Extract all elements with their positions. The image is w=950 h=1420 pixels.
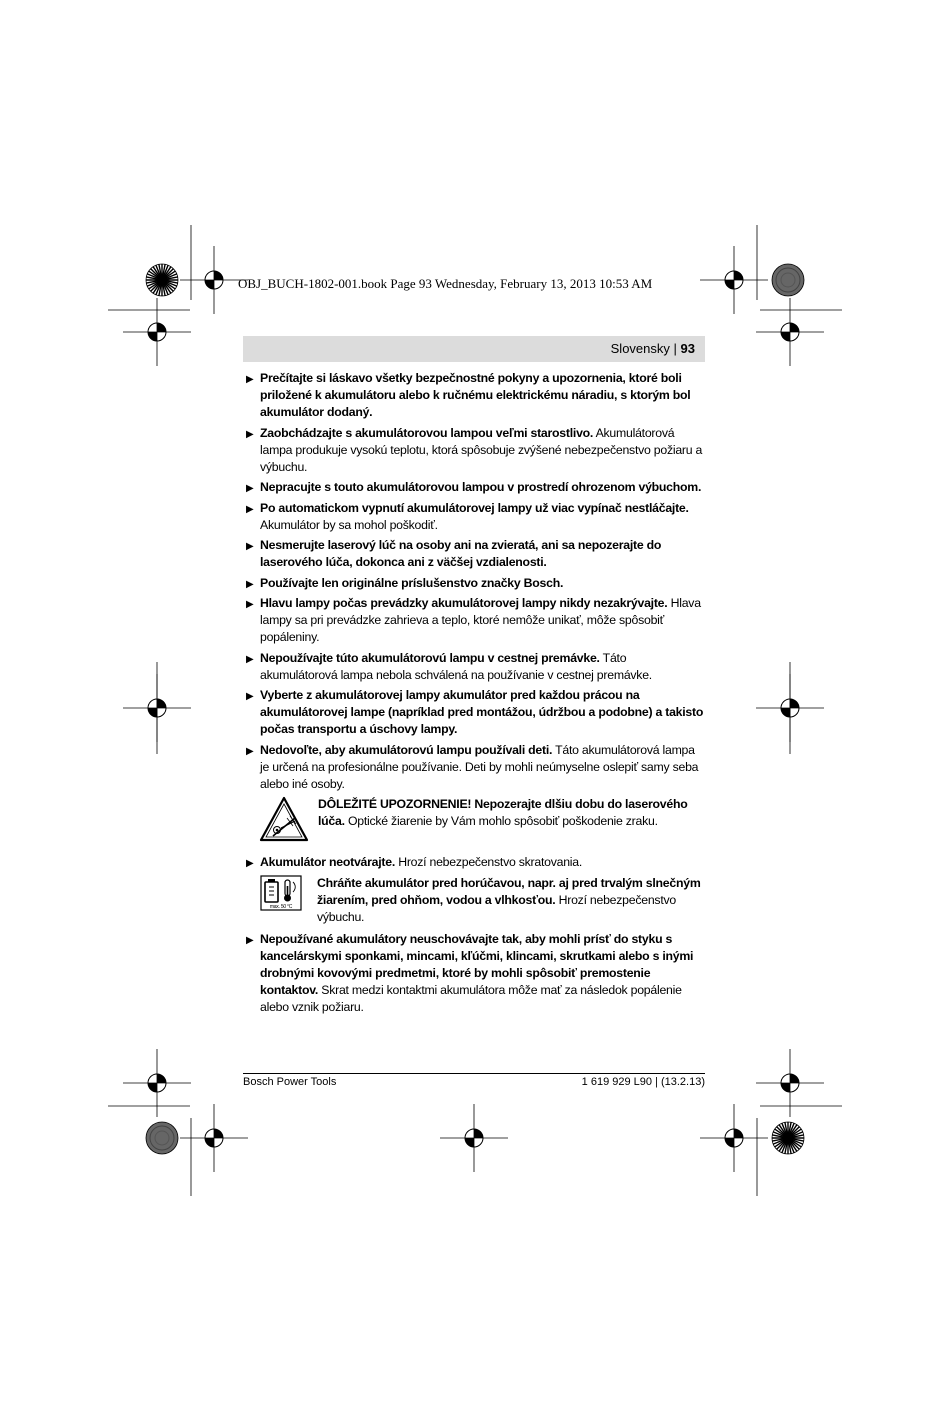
arrow-bullet-icon: ▶ [246,374,254,385]
list-item-storage [246,931,706,1016]
item-bold-text: Hlavu lampy počas prevádzky akumulátorovej lampy nikdy nezakrývajte. [260,596,668,610]
footer-document-number: 1 619 929 L90 | (13.2.13) [581,1076,705,1088]
item-bold-text: Nesmerujte laserový lúč na osoby ani na zvieratá, ani sa nepozerajte do laserového lúča, dokonca ani z väčšej vzdialenosti. [260,538,662,569]
arrow-bullet-icon: ▶ [246,653,254,665]
arrow-bullet-icon: ▶ [246,541,254,552]
item-open-bold: Akumulátor neotvárajte. [260,855,396,869]
item-bold-text: Používajte len originálne príslušenstvo značky Bosch. [260,575,564,590]
item-bold-text: Nedovoľte, aby akumulátorovú lampu používali deti. [260,742,553,757]
heat-warning-text: Hrozí nebezpečenstvo výbuchu. [317,892,676,924]
icon-temperature-label: max. 50 °C [269,903,293,910]
heat-warning-bold: Chráňte akumulátor pred horúčavou, napr. aj pred trvalým slnečným žiarením, pred ohňom, vodou a vlhkosťou. [317,875,701,907]
page-number: 93 [680,341,695,356]
laser-warning-bold: DÔLEŽITÉ UPOZORNENIE! Nepozerajte dlšiu dobu do laserového lúča. [318,797,688,828]
arrow-bullet-icon: ▶ [246,858,254,869]
slug-line: OBJ_BUCH-1802-001.book Page 93 Wednesday, February 13, 2013 10:53 AM [238,276,653,291]
laser-warning-text: Optické žiarenie by Vám mohlo spôsobiť poškodenie zraku. [344,814,658,828]
list-item [246,595,706,646]
list-item [246,650,706,684]
item-bold-text: Zaobchádzajte s akumulátorovou lampou veľmi starostlivo. [260,425,594,440]
list-item [246,537,706,571]
arrow-bullet-icon: ▶ [246,483,254,494]
arrow-bullet-icon: ▶ [246,599,254,610]
arrow-bullet-icon: ▶ [246,578,254,590]
item-storage-text: Skrat medzi kontaktmi akumulátora môže mať za následok popálenie alebo vznik požiaru. [260,982,682,1014]
list-item [246,425,706,476]
item-bold-text: Vyberte z akumulátorovej lampy akumulátor pred každou prácou na akumulátorovej lampe (napríklad pred montážou, údržbou a podobne) a takisto počas transportu a úschovy lampy. [260,688,704,736]
list-item-open [246,854,706,871]
arrow-bullet-icon: ▶ [246,503,254,515]
footer-brand: Bosch Power Tools [243,1076,337,1088]
arrow-bullet-icon: ▶ [246,934,254,946]
list-item [246,479,706,496]
item-bold-text: Nepoužívajte túto akumulátorovú lampu v cestnej premávke. [260,650,600,665]
list-item [246,500,706,534]
item-open-text: Hrozí nebezpečenstvo skratovania. [395,855,583,869]
arrow-bullet-icon: ▶ [246,691,254,702]
item-text: Hlava lampy sa pri prevádzke zahrieva a teplo, ktoré nemôže unikať, môže spôsobiť popáleniny. [260,596,701,644]
page-header [243,336,705,362]
list-item [246,687,706,738]
item-text: Akumulátorová lampa produkuje vysokú teplotu, ktorá spôsobuje zvýšené nebezpečenstvo požiaru a výbuchu. [260,425,703,474]
item-bold-text: Nepracujte s touto akumulátorovou lampou v prostredí ohrozenom výbuchom. [260,480,702,494]
item-text: Táto akumulátorová lampa nebola schválená na používanie v cestnej premávke. [260,650,652,682]
safety-instructions [246,370,706,1019]
laser-warning-block [246,796,706,844]
list-item [246,575,706,592]
item-text: Táto akumulátorová lampa je určená na profesionálne používanie. Deti by mohli neúmyselne oslepiť samy seba alebo iné osoby. [260,742,699,791]
list-item [246,742,706,793]
arrow-bullet-icon: ▶ [246,745,254,757]
footer-rule [243,1073,705,1074]
item-bold-text: Po automatickom vypnutí akumulátorovej lampy už viac vypínač nestláčajte. [260,500,689,515]
list-item [246,370,706,421]
item-text: Akumulátor by sa mohol poškodiť. [260,517,438,532]
heat-warning-block [260,875,706,926]
laser-warning-icon [259,796,309,847]
arrow-bullet-icon: ▶ [246,428,254,440]
instruction-list [246,370,706,793]
battery-temperature-icon [260,875,302,916]
item-bold-text: Prečítajte si láskavo všetky bezpečnostné pokyny a upozornenia, ktoré boli priložené k akumulátoru alebo k ručnému elektrickému náradiu, s ktorým bol akumulátor dodaný. [260,371,691,419]
item-storage-bold: Nepoužívané akumulátory neuschovávajte tak, aby mohli prísť do styku s kancelárskymi sponkami, mincami, kľúčmi, klincami, skrutkami alebo s inými drobnými kovovými predmetmi, ktoré by mohli spôsobiť premostenie kontaktov. [260,931,694,997]
header-separator: | [673,341,677,356]
header-language: Slovensky [610,341,670,356]
